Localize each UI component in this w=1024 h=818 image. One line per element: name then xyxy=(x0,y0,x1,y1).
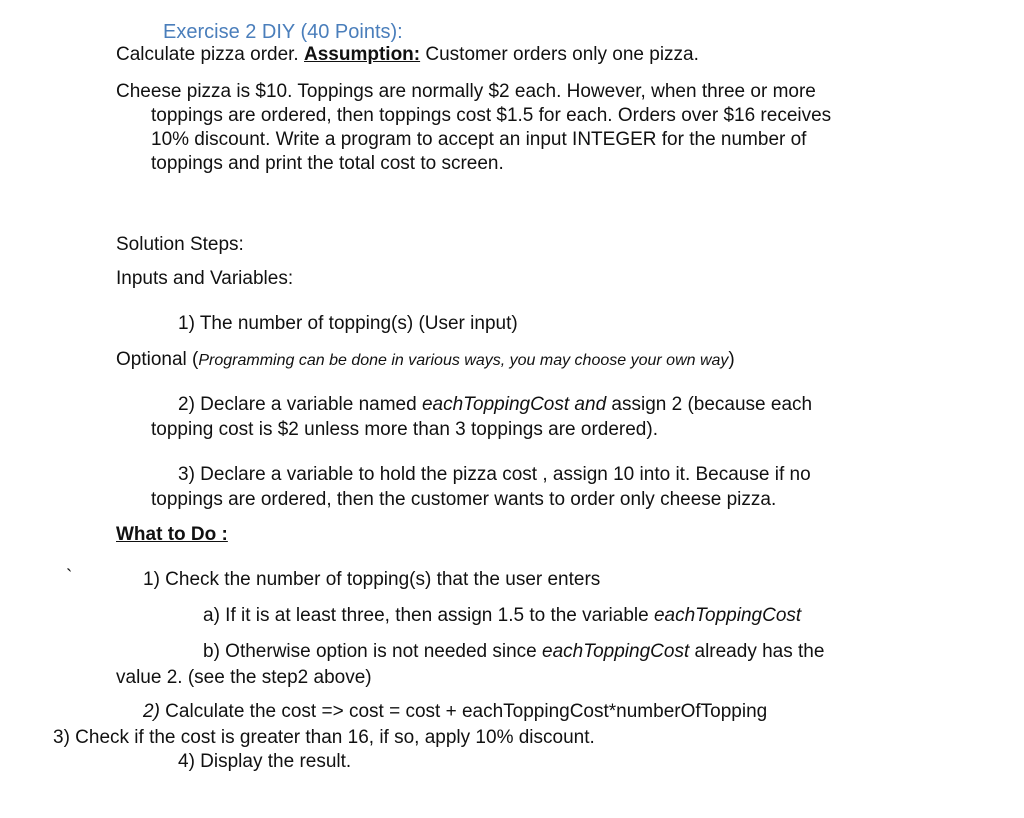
optional-close: ) xyxy=(728,349,735,370)
problem-line-3: 10% discount. Write a program to accept an input INTEGER for the number of xyxy=(151,129,807,150)
do-step-2-text: Calculate the cost => cost = cost + eachToppingCost*numberOfTopping xyxy=(159,701,768,722)
do-step-3: 3) Check if the cost is greater than 16, if so, apply 10% discount. xyxy=(53,727,595,748)
intro-text: Calculate pizza order. xyxy=(116,44,299,65)
do-step-2-number: 2) xyxy=(143,701,160,722)
step-2-line-2: topping cost is $2 unless more than 3 toppings are ordered). xyxy=(151,419,658,440)
step-3-line-1: 3) Declare a variable to hold the pizza cost , assign 10 into it. Because if no xyxy=(178,464,811,485)
do-step-1b xyxy=(203,640,824,664)
do-step-1b-rest: already has the xyxy=(689,641,825,662)
inputs-variables-heading: Inputs and Variables: xyxy=(116,268,294,289)
what-to-do-heading: What to Do : xyxy=(116,524,228,545)
step-2-line-1 xyxy=(178,393,812,417)
assumption-text: Customer orders only one pizza. xyxy=(425,44,699,65)
step-3-line-2: toppings are ordered, then the customer wants to order only cheese pizza. xyxy=(151,489,777,510)
problem-line-4: toppings and print the total cost to screen. xyxy=(151,153,504,174)
step-2-variable: eachToppingCost and xyxy=(421,394,607,415)
do-step-1a xyxy=(203,604,801,628)
do-step-1b-text: b) Otherwise option is not needed since xyxy=(203,641,543,662)
step-2-text-b: assign 2 (because each xyxy=(606,394,813,415)
problem-line-2: toppings are ordered, then toppings cost $1.5 for each. Orders over $16 receives xyxy=(151,105,832,126)
problem-line-1: Cheese pizza is $10. Toppings are normally $2 each. However, when three or more xyxy=(116,81,816,102)
step-1: 1) The number of topping(s) (User input) xyxy=(178,313,518,334)
do-step-1b-variable: eachToppingCost xyxy=(542,641,690,662)
step-2-text-a: 2) Declare a variable named xyxy=(178,394,422,415)
exercise-title: Exercise 2 DIY (40 Points): xyxy=(163,21,403,43)
optional-note: Programming can be done in various ways, you may choose your own way xyxy=(198,352,729,369)
assumption-label: Assumption: xyxy=(304,44,421,65)
intro-line xyxy=(116,43,699,67)
do-step-1b-line-2: value 2. (see the step2 above) xyxy=(116,667,372,688)
do-step-1a-text: a) If it is at least three, then assign 1.5 to the variable xyxy=(203,605,654,626)
optional-label: Optional ( xyxy=(116,349,199,370)
do-step-1: 1) Check the number of topping(s) that the user enters xyxy=(143,569,601,590)
optional-line xyxy=(116,348,735,373)
do-step-1a-variable: eachToppingCost xyxy=(653,605,802,626)
do-step-2 xyxy=(143,700,767,724)
backtick-mark: ` xyxy=(66,567,73,588)
solution-steps-heading: Solution Steps: xyxy=(116,234,244,255)
do-step-4: 4) Display the result. xyxy=(178,751,352,772)
